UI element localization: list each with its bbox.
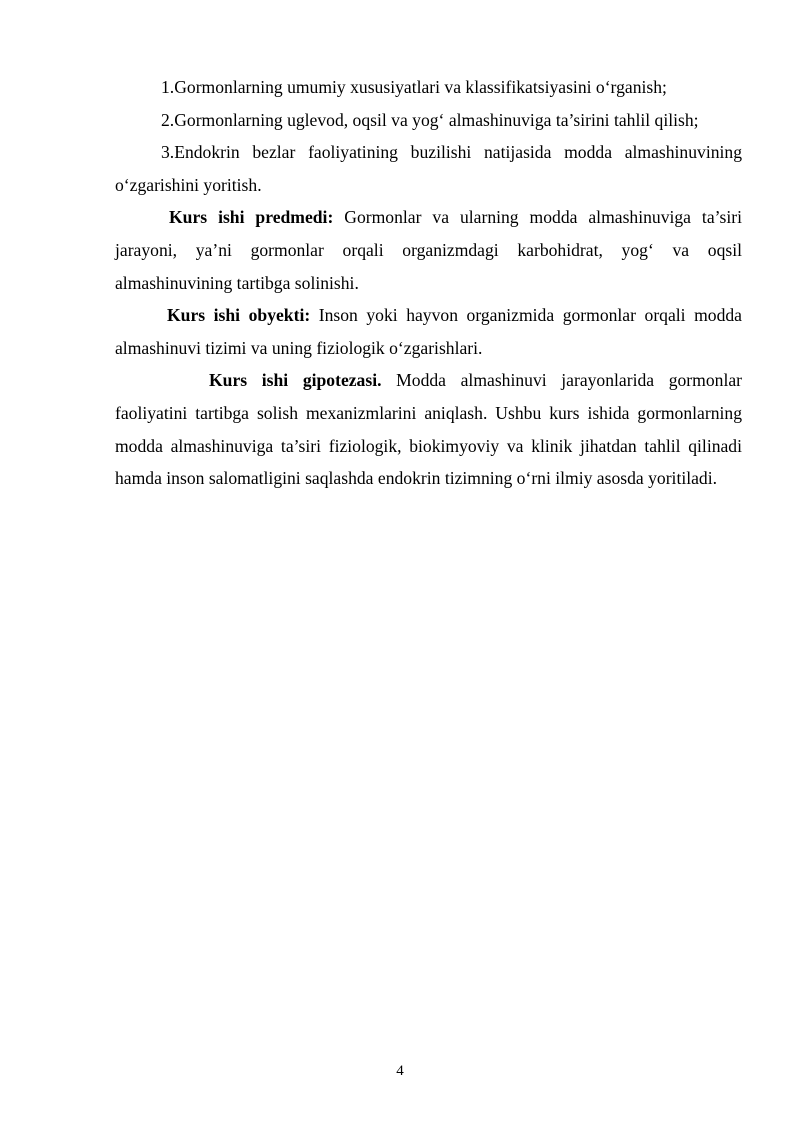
subject-paragraph (115, 201, 742, 299)
hypothesis-paragraph (115, 364, 742, 494)
object-paragraph (115, 299, 742, 364)
subject-text: Gormonlar va ularning modda almashinuviga ta’siri jarayoni, ya’ni gormonlar orqali organizmdagi karbohidrat, yog‘ va oqsil almashinuvining tartibga solinishi. (115, 207, 742, 293)
page-number: 4 (396, 1063, 404, 1079)
task-item-1: 1.Gormonlarning umumiy xususiyatlari va klassifikatsiyasini o‘rganish; (161, 77, 667, 97)
object-label: Kurs ishi obyekti: (167, 305, 311, 326)
hypothesis-label: Kurs ishi gipotezasi. (209, 370, 382, 391)
subject-label: Kurs ishi predmedi: (169, 207, 334, 228)
task-item-3: 3.Endokrin bezlar faoliyatining buzilishi natijasida modda almashinuvining o‘zgarishini yoritish. (115, 142, 742, 195)
hypothesis-text: Modda almashinuvi jarayonlarida gormonlar faoliyatini tartibga solish mexanizmlarini aniqlash. Ushbu kurs ishida gormonlarning modda almashinuviga ta’siri fiziologik, biokimyoviy va klinik jihatdan tahlil qilinadi hamda inson salomatligini saqlashda endokrin tizimning o‘rni ilmiy asosda yoritiladi. (115, 370, 742, 489)
object-text: Inson yoki hayvon organizmida gormonlar orqali modda almashinuvi tizimi va uning fiziologik o‘zgarishlari. (115, 305, 742, 358)
document-body (115, 71, 742, 495)
task-item-2: 2.Gormonlarning uglevod, oqsil va yog‘ almashinuviga ta’sirini tahlil qilish; (161, 109, 699, 130)
